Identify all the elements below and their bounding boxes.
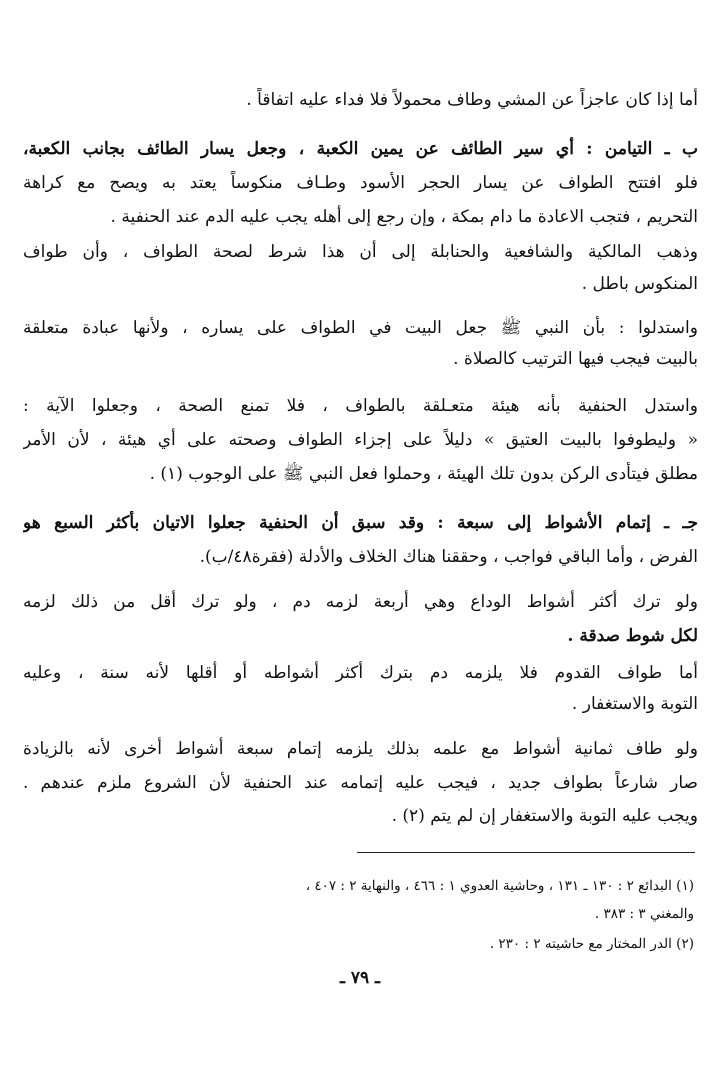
body-line-10: « وليطوفوا بالبيت العتيق » دليلاً على إجزاء الطواف وصحته على أي هيئة ، لأن الأمر [23,430,698,450]
body-line-1: أما إذا كان عاجزاً عن المشي وطاف محمولاً فلا فداء عليه اتفاقاً . [246,90,698,110]
body-line-20: ويجب عليه التوبة والاستغفار إن لم يتم (٢) . [391,806,698,826]
body-line-19: صار شارعاً بطواف جديد ، فيجب عليه إتمامه عند الحنفية لأن الشروع ملزم عندهم . [23,773,698,793]
body-line-16: أما طواف القدوم فلا يلزمه دم بترك أكثر أشواطه أو أقلها لأنه سنة ، وعليه [23,663,698,683]
body-line-3: فلو افتتح الطواف عن يسار الحجر الأسود وطـاف منكوساً يعتد به ويصح مع كراهة [23,173,698,193]
footnote-1: (١) البدائع ٢ : ١٣٠ ـ ١٣١ ، وحاشية العدوي ١ : ٤٦٦ ، والنهاية ٢ : ٤٠٧ ، [305,878,694,894]
footnote-2: (٢) الدر المختار مع حاشيته ٢ : ٢٣٠ . [489,936,694,952]
footnote-separator [357,852,695,853]
body-line-13: الفرض ، وأما الباقي فواجب ، وحققنا هناك الخلاف والأدلة (فقرة٤٨/ب). [199,547,698,567]
body-line-5: وذهب المالكية والشافعية والحنابلة إلى أن هذا شرط لصحة الطواف ، وأن طواف [23,242,698,262]
body-line-4: التحريم ، فتجب الاعادة ما دام بمكة ، وإن رجع إلى أهله يجب عليه الدم عند الحنفية . [110,207,698,227]
body-line-18: ولو طاف ثمانية أشواط مع علمه بذلك يلزمه إتمام سبعة أشواط أخرى لأنه بالزيادة [23,739,698,759]
body-line-15: لكل شوط صدقة . [567,626,698,646]
footnote-1-continued: والمغني ٣ : ٣٨٣ . [594,906,694,922]
body-line-6: المنكوس باطل . [581,274,698,294]
page-number: ـ ٧٩ ـ [339,968,381,988]
body-line-9: واستدل الحنفية بأنه هيئة متعـلقة بالطواف ، فلا تمنع الصحة ، وجعلوا الآية : [23,396,698,416]
body-line-14: ولو ترك أكثر أشواط الوداع وهي أربعة لزمه دم ، ولو ترك أقل من ذلك لزمه [23,592,698,612]
body-line-11: مطلق فيتأدى الركن بدون تلك الهيئة ، وحملوا فعل النبي ﷺ على الوجوب (١) . [149,464,698,484]
body-line-8: بالبيت فيجب فيها الترتيب كالصلاة . [453,349,698,369]
body-line-2: ب ـ التيامن : أي سير الطائف عن يمين الكعبة ، وجعل يسار الطائف بجانب الكعبة، [23,139,698,159]
body-line-7: واستدلوا : بأن النبي ﷺ جعل البيت في الطواف على يساره ، ولأنها عبادة متعلقة [23,318,698,338]
body-line-12: جـ ـ إتمام الأشواط إلى سبعة : وقد سبق أن الحنفية جعلوا الاتيان بأكثر السبع هو [23,513,698,533]
body-line-17: التوبة والاستغفار . [571,694,698,714]
